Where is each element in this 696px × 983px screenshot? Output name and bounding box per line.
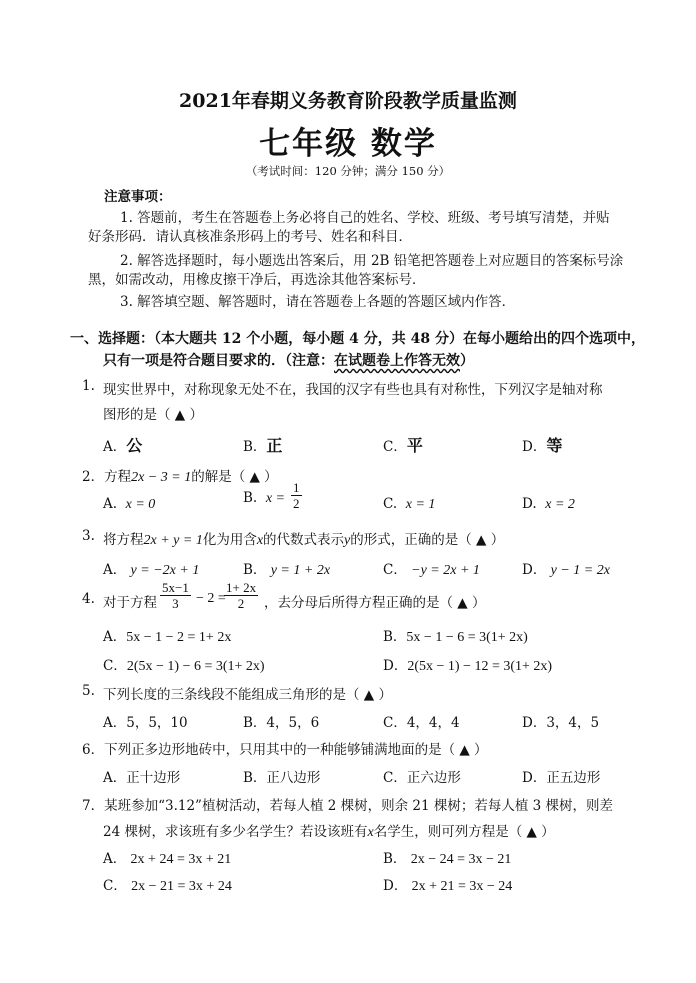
option-label: C． [383,562,407,578]
option-label: A． [103,851,127,867]
option-label: C． [103,658,127,674]
q2-stem-b: 的解是（ ▲ ） [191,469,278,485]
q6-option-c [383,766,461,786]
option-label: B． [383,851,407,867]
option-label: D． [522,715,547,731]
q4-option-b [383,625,528,646]
q5-option-b [243,711,319,731]
q7-stem-line2a: 24 棵树，求该班有多少名学生？若设该班有 [103,824,368,840]
option-text: 正六边形 [406,770,461,786]
option-text: y = −2x + 1 [130,563,200,578]
q5-option-c [383,711,460,731]
fraction-denominator: 3 [172,596,179,611]
option-text: −y = 2x + 1 [411,563,480,578]
option-label: A． [103,629,127,645]
q1-option-c [383,433,423,456]
option-label: C． [383,715,407,731]
q7-option-b [383,847,511,868]
fraction-numerator: 1+ 2x [226,580,257,595]
option-label: C. [383,496,398,512]
option-text: 4，4，4 [406,715,460,731]
notice-item-3-line1: 3. 解答填空题、解答题时，请在答题卷上各题的答题区域内作答． [120,294,516,310]
option-label: D． [522,439,547,455]
option-label: D. [522,496,537,512]
option-text: 2x + 24 = 3x + 21 [130,852,232,867]
q5-option-a [103,711,188,731]
q3-option-d [522,558,610,579]
q3-stem-c: 的代数式表示 [263,532,345,548]
notice-item-2-line1: 2. 解答选择题时，每小题选出答案后，用 2B 铅笔把答题卷上对应题目的答案标号涂 [120,253,624,269]
notice-item-1-line1: 1. 答题前，考生在答题卷上务必将自己的姓名、学校、班级、考号填写清楚，并贴 [120,210,610,226]
q3-stem-d: 的形式，正确的是（ ▲ ） [350,532,505,548]
option-text: 2x + 21 = 3x − 24 [411,879,513,894]
q7-option-d [383,874,512,895]
q3-stem-a: 将方程 [103,532,144,548]
q1-stem-line2: 图形的是（ ▲ ） [103,407,203,423]
option-label: A． [103,770,127,786]
q7-number: 7． [82,798,105,814]
option-text: 2(5x − 1) − 6 = 3(1+ 2x) [126,659,265,674]
q3-var-x: x [256,533,264,548]
q3-stem-b: 化为用含 [202,532,257,548]
q6-number: 6． [82,742,105,758]
option-label: B. [243,490,258,506]
option-text: x = 1 [405,497,436,512]
q7-var-x: x [367,825,374,840]
q2-number: 2． [82,469,105,485]
option-label: B． [243,770,267,786]
option-text: x = [265,491,285,506]
q4-option-d [383,654,552,675]
q7-option-c [103,874,232,895]
q3-option-c [383,558,480,579]
q6-stem: 下列正多边形地砖中，只用其中的一种能够铺满地面的是（ ▲ ） [104,742,488,758]
option-label: D． [522,562,547,578]
option-label: D． [383,658,408,674]
q4-number: 4. [82,591,95,607]
q7-option-a [103,847,231,868]
q2-option-b-fraction [291,480,302,511]
q1-option-a [103,433,142,456]
option-text: 3，4，5 [546,715,600,731]
option-text: 4，5，6 [266,715,320,731]
option-text: 2(5x − 1) − 12 = 3(1+ 2x) [407,659,553,674]
option-label: C． [383,770,407,786]
option-text: 平 [406,436,423,455]
option-label: C． [103,878,127,894]
option-text: 2x − 21 = 3x + 24 [131,879,232,894]
fraction-denominator: 2 [237,596,245,611]
q1-number: 1. [82,378,95,394]
q4-option-c [103,654,265,675]
q7-stem-line2b: 名学生，则可列方程是（ ▲ ） [373,824,555,840]
exam-info: （考试时间：120 分钟；满分 150 分） [245,164,451,178]
option-label: B． [383,629,407,645]
option-label: B． [243,439,267,455]
section-heading-emphasis: 在试题卷上作答无效 [334,353,460,369]
option-label: C． [383,439,407,455]
option-text: 2x − 24 = 3x − 21 [410,852,512,867]
q2-stem [82,465,278,486]
q3-equation: 2x + y = 1 [143,533,203,548]
option-text: 等 [546,436,563,455]
q1-option-d [522,433,562,456]
option-text: 正十边形 [126,770,181,786]
q1-option-b [243,433,282,456]
exam-title: 2021年春期义务教育阶段教学质量监测 [179,90,517,112]
option-text: 5x − 1 − 6 = 3(1+ 2x) [406,630,528,645]
q3-number: 3. [82,528,95,544]
option-text: x = 0 [125,497,156,512]
option-text: x = 2 [545,497,575,512]
q2-option-c [383,496,435,513]
option-text: y = 1 + 2x [270,563,331,578]
section-heading-line2 [103,350,474,370]
q4-fraction-2 [224,580,258,611]
option-label: A． [103,715,127,731]
option-text: 5x − 1 − 2 = 1+ 2x [126,630,232,645]
fraction-denominator: 2 [293,496,300,511]
notice-heading: 注意事项： [104,189,172,205]
notice-item-2-line2: 黑，如需改动，用橡皮擦干净后，再选涂其他答案标号． [88,272,426,288]
q1-stem-line1: 现实世界中，对称现象无处不在，我国的汉字有些也具有对称性，下列汉字是轴对称 [103,382,603,398]
option-label: D． [383,878,408,894]
q5-stem: 下列长度的三条线段不能组成三角形的是（ ▲ ） [103,687,392,703]
q4-stem-b: ，去分母后所得方程正确的是（ ▲ ） [264,595,486,611]
q5-option-d [522,711,599,731]
q2-stem-a: 方程 [104,469,132,485]
q6-option-b [243,766,320,786]
notice-item-1-line2: 好条形码．请认真核准条形码上的考号、姓名和科目． [88,229,412,245]
option-label: B． [243,715,267,731]
q2-option-d [522,496,575,513]
option-label: A． [103,562,127,578]
option-label: A． [103,439,127,455]
option-text: y − 1 = 2x [550,563,610,578]
q6-stem-row [82,738,488,758]
q6-option-a [103,766,180,786]
fraction-numerator: 5x−1 [162,580,189,595]
q5-number: 5. [82,683,95,699]
q4-option-a [103,625,231,646]
q3-option-a [103,558,199,579]
q7-stem-line1: 某班参加“3.12”植树活动，若每人植 2 棵树，则余 21 棵树；若每人植 3 棵树，则差 [104,798,614,814]
q4-middle: − 2 = [196,591,226,606]
q7-line1-row [82,794,613,814]
section-heading-line1: 一、选择题：（本大题共 12 个小题，每小题 4 分，共 48 分）在每小题给出的四个选项中， [70,331,645,347]
option-text: 5，5，10 [126,715,188,731]
option-text: 正八边形 [266,770,321,786]
q7-stem-line2 [103,820,555,841]
option-text: 公 [126,436,143,455]
q2-option-a [103,496,155,513]
section-heading-part-a: 只有一项是符合题目要求的．（注意： [103,353,334,369]
q2-option-b [243,490,285,507]
option-label: B． [243,562,267,578]
option-text: 正 [266,436,283,455]
q3-stem [103,528,504,549]
fraction-numerator: 1 [293,480,300,495]
option-label: D． [522,770,547,786]
q4-fraction-1 [160,580,191,611]
q3-var-y: y [344,533,351,548]
q6-option-d [522,766,600,786]
section-heading-part-c: ） [460,353,474,369]
subject-title: 七年级 数学 [259,126,437,162]
option-label: A. [103,496,118,512]
q3-option-b [243,558,330,579]
option-text: 正五边形 [546,770,601,786]
q2-equation: 2x − 3 = 1 [131,470,192,485]
q4-stem-a: 对于方程 [103,595,157,611]
